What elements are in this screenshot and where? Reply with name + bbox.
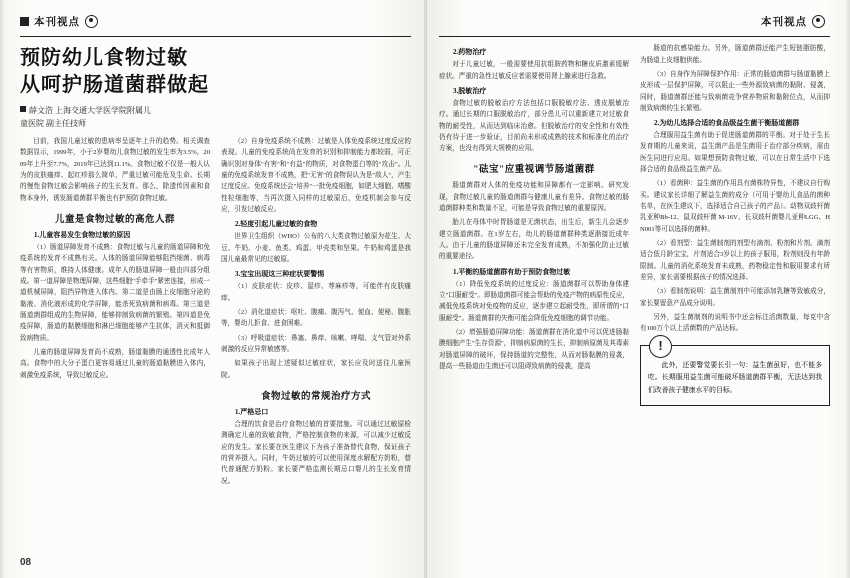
paragraph: 另外，益生菌制剂的说明书中还会标注活菌数量，每克中含有100万个以上活菌数的产品达标。 [640,314,830,333]
paragraph: （1）看菌种：益生菌的作用具有菌株特异性，不建议自行购买。建议家长详细了解益生菌的成分（可用于婴幼儿食品的菌种名单，在医生建议下，选择适合自己孩子的产品）。动物双歧杆菌乳亚种Bb-12、鼠双歧杆菌 M-16V、长双歧杆菌婴儿亚种LGG、HN001等可以选择的菌种。 [640,180,830,233]
running-head-left-label: 本刊视点 [34,16,80,28]
paragraph: （1）肠道屏障发育不成熟：食物过敏与儿童的肠道屏障和免疫系统的发育不成熟有关。人体的肠道屏障能够阻挡细菌、病毒等有害物质，维持人体健康。成年人的肠道屏障一般由四部分组成。第一道屏障是物理屏障，这些细胞"手牵手"紧密连接，形成一道机械屏障，阻挡异物进入体内。第二道是由肠上皮细胞分泌的黏液、消化液形成的化学屏障，能杀死致病菌和病毒。第三道是肠道菌群组成的生物屏障，能够抑制致病菌的繁殖。第四道是免疫屏障，肠道的黏膜细胞和淋巴细胞能够产生抗体，消灭和抵御致病物质。 [20,243,211,342]
right-page-columns [439,43,830,406]
paragraph: （2）消化道症状：呕吐、腹痛、腹泻气、便血、便秘、腹胀等，婴幼儿拒食、进食困难。 [221,308,411,328]
circle-dot-icon [85,15,98,28]
right-page [425,0,850,578]
paragraph: 肠道的抗感染能力。另外，肠道菌群还能产生短链脂肪酸，为肠道上皮细胞供能。 [640,45,830,64]
article-title [20,45,411,99]
header-rule-left [20,36,411,37]
square-bullet-icon [20,17,29,26]
paragraph: 对于儿童过敏，一般需要使用抗组胺药物和糖皮质激素缓解症状。严重的急性过敏反应者需要使用肾上腺素进行急救。 [439,61,629,80]
right-column-2 [640,43,830,406]
byline [20,105,411,130]
byline-row-2 [20,118,411,130]
paragraph: （3）呼吸道症状：鼻塞、鼻痒、咳嗽、哮喘、支气管对外系刺激的反应异常敏感等。 [221,334,411,353]
page-edge-shadow-left [0,0,5,578]
subsection-heading: 2.药物治疗 [453,48,487,57]
running-head-right [439,8,830,34]
exclamation-icon: ! [649,335,672,358]
subsection-heading: 2.为幼儿选择合适的食品级益生菌干衡肠道菌群 [654,119,800,128]
paragraph: （1）降低免疫系统的过度反应：肠道菌群可以帮助身体建立"口服耐受"。即肠道菌群可能会帮助的免疫产物的病原性反应，减低免疫系统对免疫物的反应，逐步建立起耐受性，即所谓的"口服耐受"。肠道菌群的失衡可能会降低免疫细胞的调节功能。 [439,280,630,322]
paragraph: 胎儿在母体中时胃肠道是无菌状态，出生后，新生儿会逐步建立肠道菌群。在1岁左右，幼儿的肠道菌群种类逐渐接近成年人。由于儿童的肠道屏障还未完全发育成熟，不加强化防止过敏的重要途径。 [439,219,629,261]
paragraph: 世界卫生组织（WHO）公布的八大类食物过敏原为花生、大豆、牛奶、小麦、鱼类、鸡蛋、甲壳类和坚果。牛奶和鸡蛋是我国儿童最常见的过敏原。 [221,233,411,263]
byline-square-icon [20,106,26,112]
paragraph: 如果孩子出现上述疑似过敏症状，家长应及时送往儿童医院。 [221,360,411,379]
running-head-left [20,8,411,34]
paragraph: （2）看剂型：益生菌制剂的剂型有滴剂、粉剂和片剂。滴剂适合低月龄宝宝，片剂适合3岁以上的孩子服用，粉剂则没有年龄限制。儿童的消化系统发育未成熟，药物稳定性和服用要求有所差异，家长需要根据孩子的情况选择。 [640,240,830,282]
paragraph: （3）自身作为屏障保护作用：正常的肠道菌群与肠道黏膜上皮形成一层保护屏障，可以阻止一些外源致病菌的黏附、侵袭，同时，肠道菌群还能与致病菌竞争营养物质和黏附位点，从而抑制致病菌的生长繁殖。 [640,70,830,112]
subsection-heading: 3.宝宝出现这三种症状要警惕 [235,270,325,279]
callout-note-text: 此外，还要警觉要长引一句：益生菌虽好，也不能多吃。长期服用益生菌可能破坏肠道菌群平衡，无法达到我们改善孩子健康水平的目标。 [648,361,822,394]
article-title-line1: 预防幼儿食物过敏 [20,47,188,70]
left-column-1 [20,136,210,490]
spine-gutter [424,0,427,578]
paragraph: 目前，我国儿童过敏的患病率呈逐年上升的趋势。相关调查数据显示，1999年，小于2岁婴幼儿食物过敏的发生率为3.5%，2009年上升至7.7%，2019年已达到11.1%。食物过敏不仅是一般人认为的皮肤瘙痒、起红疹那么简单，严重过敏可能危及生命。长期的慢性食物过敏会影响孩子的生长发育。那么，除遗传因素和食物本身外，诱发肠道菌群平衡也有护预防食物过敏。 [20,137,210,202]
paragraph: （3）看制剂说明：益生菌制剂中可能添加乳糖等致敏成分，家长要留意产品成分说明。 [640,288,830,307]
byline-affiliation: 童医院 副主任技师 [20,118,86,128]
subsection-heading: 1.儿童容易发生食物过敏的原因 [34,230,131,239]
subsection-heading: 1.严格忌口 [235,407,269,416]
paragraph: 食物过敏的脱敏治疗方法包括口服脱敏疗法、透皮脱敏治疗。通过长期的口服脱敏治疗，部分患儿可以重新建立对过敏食物的耐受性，从而达到临床治愈。但脱敏治疗的安全性和有效性仍有待于进一步验证，目前尚未形成成熟的技术和标准化的治疗方案，也没有得到大规模的应用。 [439,99,629,153]
left-page-columns [20,136,411,490]
byline-row-1 [20,105,411,117]
paragraph: 合理服用益生菌有助于促进肠道菌群的平衡。对于处于生长发育期的儿童来说，益生菌产品是生菌用于治疗部分疾病，需由医生同进行应用。如果想预防食物过敏，可以在日常生活中下选择合适的食品级益生菌产品。 [640,132,830,174]
paragraph: 合理的饮食是治疗食物过敏的首要措施。可以通过过敏原检测确定儿童的致敏食物，严格控制食物的来源，可以减少过敏反应的发生。家长要在医生建议下为孩子准备替代食物，保证孩子的营养摄入。同时，牛奶过敏的可以使用深度水解配方奶粉，替代普通配方奶粉。家长要严格监测长期忌口婴儿的生长发育情况。 [221,420,411,485]
paragraph: （2）增强肠道屏障功能：肠道菌群在消化道中可以促进肠黏膜细胞产生"生存资源"，抑制病原菌的生长，抑制病原菌及其毒素对肠道屏障的破坏，保持肠道的完整性，从而对肠黏膜的侵袭，提高一些肠道由生菌还可以阻碍致病菌的侵袭，提高 [439,329,630,371]
paragraph: （2）自身免疫系统不成熟：过敏是人体免疫系统过度反应的表现。儿童的免疫系统尚在发育的识别和抑制能力都较弱，可正确识别对身体"有害"和"有益"的物质，对食物蛋白等的"攻击"。儿童的免疫系统发育不成熟，把"无害"的食物误认为是"敌人"，产生过度反应。免疫系统还会"培养"一批免疫细胞，如肥大细胞、嗜酸性粒细胞等，当再次摄入同样的过敏原后，免疫机制会参与反应，引发过敏反应。 [221,137,412,213]
page-number-left: 08 [20,557,32,568]
header-rule-right [439,36,830,37]
circle-dot-icon [812,15,825,28]
article-title-line2: 从呵护肠道菌群做起 [20,74,209,97]
section-heading: 儿童是食物过敏的高危人群 [54,214,175,225]
subsection-heading: 2.轻度引起儿童过敏的食物 [235,220,318,229]
subsection-heading: 1.平衡的肠道菌群有助于预防食物过敏 [453,267,571,276]
left-column-2 [221,136,411,490]
section-heading: 食物过敏的常规治疗方式 [260,391,371,402]
callout-note-box [640,337,830,407]
right-column-1 [439,43,629,406]
paragraph: 肠道菌群对人体的免疫功能和屏障都有一定影响。研究发现，食物过敏儿童的肠道菌群与健康儿童有差异。食物过敏的肠道菌群种类和数量不足，可能是导致食物过敏的重要原因。 [439,182,629,213]
section-heading: "砝宝"应重视调节肠道菌群 [473,165,595,176]
paragraph: （1）皮肤症状：皮疹、湿疹、荨麻疹等，可能伴有皮肤瘙痒。 [221,283,411,302]
byline-author: 薛文浩 上海交通大学医学院附属儿 [29,106,151,116]
running-head-right-label: 本刊视点 [761,16,807,28]
subsection-heading: 3.脱敏治疗 [453,86,487,95]
page-edge-shadow-right [845,0,850,578]
paragraph: 儿童的肠道屏障发育尚不成熟，肠道黏膜的通透性比成年人高。食物中的大分子蛋白更容易通过儿童的肠道黏膜进入体内，刺激免疫系统，导致过敏反应。 [20,348,210,379]
